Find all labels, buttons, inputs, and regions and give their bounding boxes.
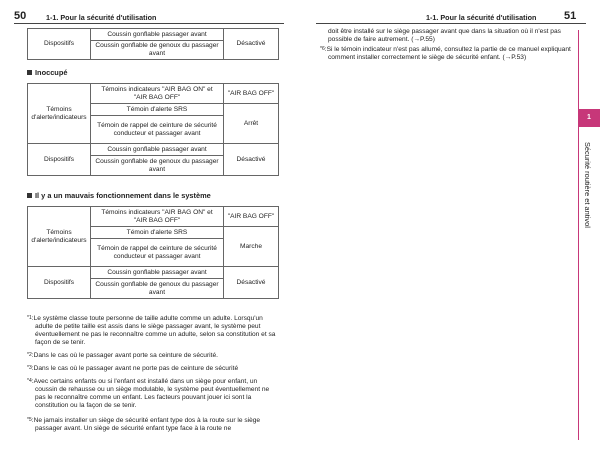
witness-label: Témoins d'alerte/indicateurs (28, 84, 91, 144)
device-state: Désactivé (224, 267, 279, 299)
chapter-title-vertical: Sécurité routière et antivol (583, 142, 592, 228)
header-rule-left (14, 23, 284, 24)
device-label: Dispositifs (28, 29, 91, 60)
witness-item: Témoins indicateurs "AIR BAG ON" et "AIR BAG OFF" (91, 84, 224, 104)
footnote: $^{*1}$:Le système classe toute personne de taille adulte comme un adulte. Lorsqu'un adulte de petite taille est assis dans le siège passager avant, le système peut éventuellement ne pas le reconnaître comme un adulte, selon sa constitution et sa façon de se tenir. (27, 315, 276, 346)
side-accent-stripe (578, 30, 579, 440)
square-bullet-icon (27, 193, 32, 198)
device-label: Dispositifs (28, 267, 91, 299)
device-item: Coussin gonflable passager avant (91, 29, 224, 41)
left-section-title: 1-1. Pour la sécurité d'utilisation (46, 13, 157, 22)
device-item: Coussin gonflable passager avant (91, 144, 224, 156)
device-item: Coussin gonflable de genoux du passager avant (91, 279, 224, 299)
inoccupe-table (27, 83, 279, 176)
device-item: Coussin gonflable passager avant (91, 267, 224, 279)
witness-item: Témoin d'alerte SRS (91, 104, 224, 116)
device-item: Coussin gonflable de genoux du passager avant (91, 156, 224, 176)
footnote: $^{*4}$:Avec certains enfants ou si l'enfant est installé dans un siège pour enfant, un coussin de rehausse ou un siège modulable, le système peut éventuellement ne pas le reconnaître comme un enfant. Les facteurs pouvant jouer ici sont la constitution ou la façon de se tenir. (27, 378, 270, 409)
device-state: Désactivé (224, 29, 279, 60)
witness-item: Témoin d'alerte SRS (91, 227, 224, 239)
chapter-tab[interactable]: 1 (578, 109, 600, 127)
malfunction-table (27, 206, 279, 299)
right-section-title: 1-1. Pour la sécurité d'utilisation (426, 13, 537, 22)
witness-item: Témoin de rappel de ceinture de sécurité conducteur et passager avant (91, 239, 224, 267)
right-page-number: 51 (564, 10, 577, 22)
witness-label: Témoins d'alerte/indicateurs (28, 207, 91, 267)
footnote: $^{*3}$:Dans le cas où le passager avant ne porte pas de ceinture de sécurité (27, 365, 239, 372)
device-item: Coussin gonflable de genoux du passager avant (91, 41, 224, 60)
header-rule-right (316, 23, 586, 24)
witness-item: Témoins indicateurs "AIR BAG ON" et "AIR BAG OFF" (91, 207, 224, 227)
footnote: $^{*6}$:Si le témoin indicateur n'est pas allumé, consultez la partie de ce manuel expliquant comment installer correctement le siège de sécurité enfant. (→P.53) (320, 46, 571, 61)
footnote: $^{*5}$:Ne jamais installer un siège de sécurité enfant type dos à la route sur le siège passager avant. Un siège de sécurité enfant type face à la route ne (27, 417, 261, 432)
witness-state: Marche (224, 227, 279, 267)
footnote: $^{*2}$:Dans le cas où le passager avant porte sa ceinture de sécurité. (27, 352, 218, 359)
section-heading-inoccupe: Inoccupé (27, 68, 67, 77)
witness-state: Arrêt (224, 104, 279, 144)
footnote-continuation: doit être installé sur le siège passager avant que dans la situation où il n'est pas possible de faire autrement. (→P.55) (328, 28, 561, 43)
device-state: Désactivé (224, 144, 279, 176)
square-bullet-icon (27, 70, 32, 75)
section-heading-malfunction: Il y a un mauvais fonctionnement dans le système (27, 191, 211, 200)
left-page-number: 50 (14, 10, 27, 22)
witness-state: "AIR BAG OFF" (224, 84, 279, 104)
device-label: Dispositifs (28, 144, 91, 176)
witness-item: Témoin de rappel de ceinture de sécurité conducteur et passager avant (91, 116, 224, 144)
top-table (27, 28, 279, 60)
witness-state: "AIR BAG OFF" (224, 207, 279, 227)
